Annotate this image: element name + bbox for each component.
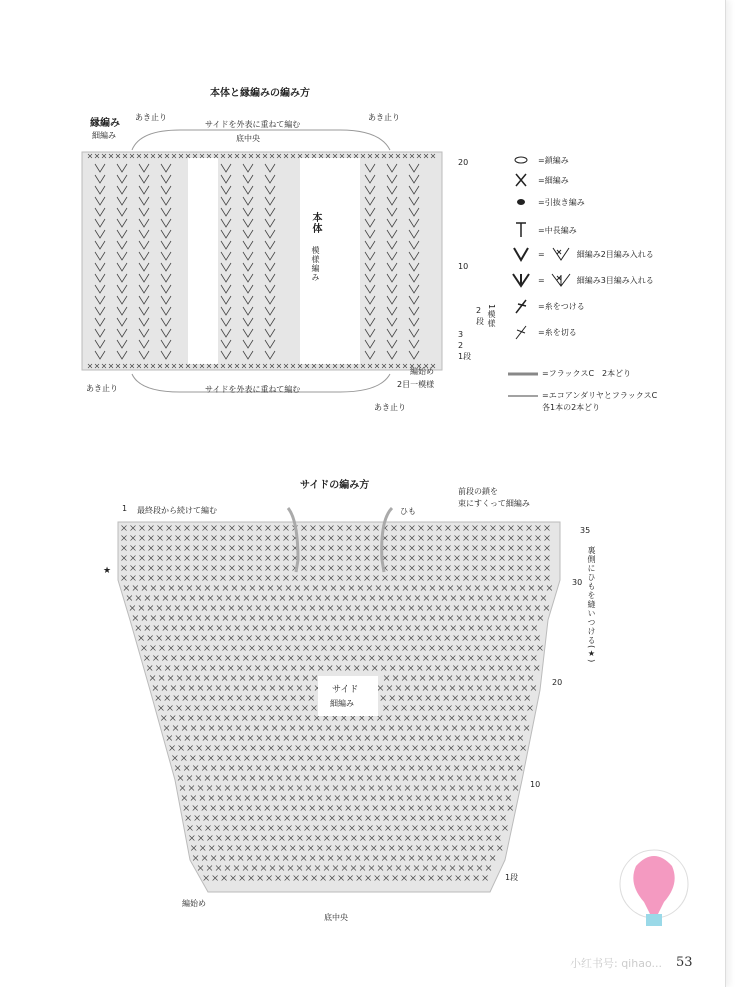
top-title: 本体と縁編みの編み方 (210, 88, 310, 99)
repeat-dan: 段 (476, 317, 484, 326)
legend-inc2: = 細編み2目編み入れる (512, 244, 654, 264)
inc2-detail-icon (551, 246, 573, 262)
body-center-gap (188, 158, 218, 364)
slip-dot-icon (512, 194, 534, 210)
continue-label: 最終段から続けて編む (137, 506, 217, 515)
side-row-10: 10 (530, 780, 541, 789)
opening-top-left: あき止り (135, 113, 167, 122)
side-row-30: 30 (572, 578, 583, 587)
opening-bottom-right: あき止り (374, 403, 406, 412)
sew-note: 裏側にひもを縫いつける(★) (587, 546, 596, 664)
body-label: 本体 (310, 212, 321, 234)
edge-title: 縁編み (90, 118, 120, 129)
pattern-label: 模様編み (311, 246, 320, 282)
repeat-label: 1模様 (487, 304, 496, 329)
side-bottom-center: 底中央 (324, 913, 348, 922)
opening-top-right: あき止り (368, 113, 400, 122)
legend-cut (512, 322, 577, 342)
prev-row-label-1: 前段の鎖を (458, 487, 498, 496)
legend-chain-text: =鎖編み (538, 155, 569, 165)
star-marker: ★ (103, 566, 112, 576)
legend-line-thin-text2: 各1本の2本どり (542, 403, 601, 412)
side-start-label: 編始め (182, 899, 206, 908)
watermark: 小红书号: qihao... (570, 957, 662, 970)
prev-row-label-2: 束にすくって細編み (458, 499, 530, 508)
legend-sc (512, 170, 569, 190)
row-10-top: 10 (458, 262, 469, 271)
legend-join-text: =糸をつける (538, 301, 585, 311)
legend-hdc-text: =中長編み (538, 225, 577, 235)
inc2-v-icon (512, 246, 534, 262)
overlap-bottom-label: サイドを外表に重ねて編む (205, 385, 301, 394)
legend-cut-text: =糸を切る (538, 327, 577, 337)
opening-bottom-left: あき止り (86, 384, 118, 393)
overlap-top-label: サイドを外表に重ねて編む (205, 120, 301, 129)
side-row-35: 35 (580, 526, 591, 535)
side-title: サイドの編み方 (300, 480, 370, 491)
row-2-top: 2 (458, 341, 464, 350)
row-1-top: 1段 (458, 352, 472, 361)
legend-line-thick-text: =フラックスC 2本どり (542, 369, 632, 378)
balloon-badge-icon (620, 850, 688, 926)
inc3-w-icon (512, 272, 534, 288)
body-panel (82, 152, 442, 370)
himo-label: ひも (400, 507, 416, 516)
join-yarn-icon (512, 298, 534, 314)
legend-inc2-text: 細編み2目編み入れる (576, 249, 654, 259)
page-number: 53 (676, 955, 693, 970)
side-row-20: 20 (552, 678, 563, 687)
side-row-1: 1段 (505, 873, 519, 882)
edge-sub: 細編み (92, 131, 116, 140)
sc-x-icon (512, 172, 534, 188)
side-one: 1 (122, 504, 128, 513)
hdc-t-icon (512, 222, 534, 238)
second-row-label: 2目一模様 (397, 380, 435, 389)
legend-line-thin-text: =エコアンダリヤとフラックスC (542, 391, 658, 400)
repeat-2: 2 (476, 306, 482, 315)
legend-join (512, 296, 585, 316)
legend-chain (512, 150, 569, 170)
overlap-arc-top (132, 130, 390, 150)
legend-slip-text: =引抜き編み (538, 197, 585, 207)
row-20-top: 20 (458, 158, 469, 167)
start-label-top: 編始め (410, 367, 434, 376)
row-3-top: 3 (458, 330, 464, 339)
side-label: サイド (332, 685, 359, 695)
legend-inc3-text: 細編み3目編み入れる (576, 275, 654, 285)
side-sc-label: 細編み (330, 699, 354, 708)
legend-hdc (512, 220, 577, 240)
legend-sc-text: =細編み (538, 175, 569, 185)
legend-inc3: = 細編み3目編み入れる (512, 270, 654, 290)
body-right-gap (300, 158, 360, 364)
inc3-detail-icon (551, 272, 573, 288)
chain-icon (512, 152, 534, 168)
legend-slip (512, 192, 585, 212)
bottom-center-top: 底中央 (236, 134, 260, 143)
cut-yarn-icon (512, 324, 534, 340)
